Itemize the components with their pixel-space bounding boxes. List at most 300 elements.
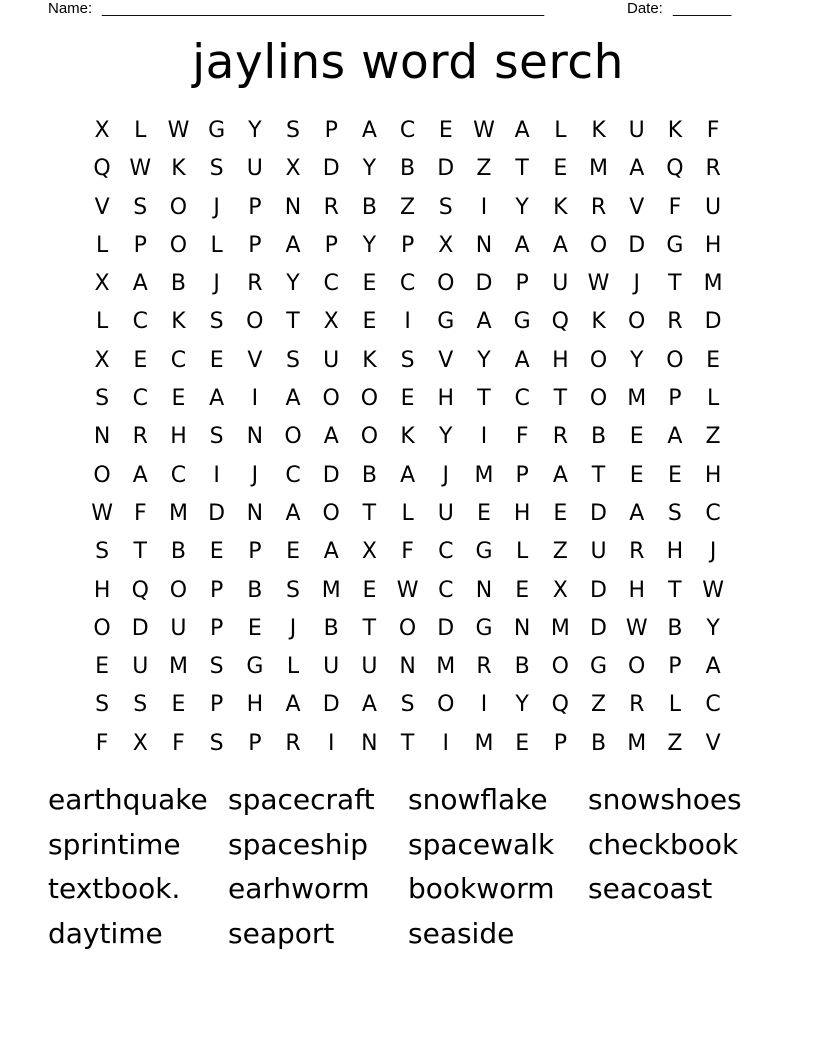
grid-letter: D <box>131 615 149 641</box>
header-fields <box>48 0 748 20</box>
grid-letter: E <box>133 347 148 373</box>
grid-letter: O <box>169 232 188 258</box>
grid-letter: E <box>95 654 110 680</box>
grid-letter: L <box>134 118 147 143</box>
grid-letter: N <box>246 500 264 526</box>
grid-letter: U <box>323 347 340 373</box>
grid-letter: R <box>705 156 721 182</box>
date-label: Date: <box>627 0 663 17</box>
name-blank-line: _____________________________________________________ <box>102 0 545 17</box>
grid-letter: L <box>554 118 567 143</box>
word-list-item: snowshoes <box>588 783 742 816</box>
grid-letter: L <box>668 692 682 718</box>
grid-letter: L <box>401 500 414 526</box>
grid-letter: O <box>284 424 302 450</box>
word-list-item: seacoast <box>588 872 713 905</box>
grid-letter: O <box>360 424 379 450</box>
grid-letter: A <box>514 232 530 258</box>
grid-letter: B <box>170 539 187 565</box>
word-list-item: spacecraft <box>228 783 375 816</box>
grid-letter: Y <box>629 347 644 373</box>
grid-letter: E <box>362 309 377 335</box>
grid-letter: E <box>171 386 186 412</box>
grid-letter: S <box>209 156 224 182</box>
grid-letter: S <box>95 539 110 565</box>
grid-letter: N <box>361 730 378 756</box>
grid-letter: S <box>400 692 415 718</box>
grid-letter: U <box>705 194 722 220</box>
grid-row <box>83 227 733 265</box>
grid-letter: F <box>515 424 529 450</box>
grid-letter: G <box>246 654 264 680</box>
grid-letter: A <box>285 692 301 718</box>
grid-letter: O <box>437 271 455 297</box>
grid-letter: N <box>93 424 111 450</box>
grid-letter: R <box>590 194 607 220</box>
grid-letter: A <box>209 386 225 412</box>
page-title: jaylins word serch <box>192 35 624 90</box>
grid-letter: U <box>628 118 645 143</box>
grid-letter: W <box>167 118 190 143</box>
grid-letter: C <box>132 386 148 412</box>
grid-letter: R <box>667 309 683 335</box>
word-list-item: earhworm <box>228 872 370 905</box>
grid-letter: N <box>399 654 416 680</box>
grid-letter: B <box>361 194 377 220</box>
grid-letter: A <box>476 309 492 335</box>
grid-letter: C <box>438 539 454 565</box>
grid-letter: I <box>480 424 488 450</box>
grid-letter: A <box>400 462 416 488</box>
grid-letter: Z <box>667 730 683 756</box>
grid-letter: T <box>591 462 606 488</box>
grid-letter: E <box>553 156 568 182</box>
grid-letter: U <box>323 654 340 680</box>
grid-letter: M <box>436 654 456 680</box>
word-list-item: daytime <box>48 916 163 950</box>
grid-letter: S <box>209 730 224 756</box>
grid-letter: E <box>362 271 377 297</box>
grid-letter: S <box>286 118 301 143</box>
grid-letter: C <box>514 386 530 412</box>
grid-letter: E <box>209 539 224 565</box>
grid-letter: J <box>213 194 220 220</box>
grid-letter: E <box>515 577 530 603</box>
grid-letter: H <box>437 386 455 412</box>
grid-letter: B <box>323 615 339 641</box>
grid-letter: I <box>480 692 488 718</box>
grid-letter: B <box>170 271 187 297</box>
grid-letter: H <box>666 539 684 565</box>
grid-letter: S <box>95 692 110 718</box>
grid-letter: C <box>438 577 454 603</box>
grid-letter: Y <box>706 615 720 641</box>
grid-letter: J <box>251 462 259 488</box>
grid-letter: D <box>590 615 607 641</box>
grid-letter: K <box>400 424 415 450</box>
grid-letter: N <box>475 577 493 603</box>
grid-letter: C <box>399 118 416 143</box>
grid-letter: S <box>438 194 453 220</box>
grid-letter: S <box>400 347 415 373</box>
grid-letter: L <box>286 654 300 680</box>
grid-letter: A <box>629 156 645 182</box>
grid-letter: S <box>209 309 224 335</box>
grid-letter: G <box>590 654 608 680</box>
grid-row <box>83 342 733 380</box>
grid-letter: P <box>553 730 567 756</box>
grid-letter: Z <box>552 539 568 565</box>
grid-letter: O <box>398 615 417 641</box>
grid-letter: M <box>627 386 647 412</box>
word-list-item: seaport <box>228 916 335 950</box>
grid-letter: W <box>625 615 648 641</box>
grid-letter: R <box>629 692 645 718</box>
grid-letter: M <box>168 654 188 680</box>
grid-letter: K <box>553 194 568 220</box>
grid-letter: I <box>213 462 220 488</box>
grid-letter: T <box>362 500 377 526</box>
grid-row <box>83 380 733 418</box>
grid-letter: W <box>91 500 113 526</box>
grid-letter: K <box>667 118 683 143</box>
grid-letter: E <box>553 500 568 526</box>
grid-letter: B <box>667 615 683 641</box>
grid-letter: K <box>171 309 186 335</box>
grid-letter: P <box>210 692 224 718</box>
grid-letter: O <box>93 462 111 488</box>
grid-letter: T <box>668 271 682 297</box>
grid-letter: P <box>400 232 415 258</box>
grid-letter: K <box>171 156 186 182</box>
grid-letter: X <box>323 309 339 335</box>
grid-letter: F <box>401 539 414 565</box>
date-blank-line: _______ <box>673 0 732 17</box>
grid-letter: U <box>132 654 149 680</box>
grid-letter: U <box>246 156 263 182</box>
grid-letter: D <box>208 500 226 526</box>
grid-letter: K <box>362 347 377 373</box>
grid-letter: P <box>133 232 147 258</box>
grid-letter: M <box>474 730 494 756</box>
grid-letter: B <box>247 577 263 603</box>
grid-letter: Y <box>439 424 453 450</box>
grid-letter: A <box>132 462 148 488</box>
grid-letter: W <box>702 577 724 603</box>
grid-letter: M <box>321 577 341 603</box>
grid-letter: O <box>551 654 569 680</box>
grid-letter: R <box>629 539 645 565</box>
grid-letter: E <box>477 500 491 526</box>
grid-letter: A <box>132 271 148 297</box>
grid-letter: E <box>286 539 300 565</box>
grid-letter: K <box>591 118 606 143</box>
grid-letter: H <box>628 577 645 603</box>
grid-letter: R <box>247 271 263 297</box>
grid-letter: J <box>289 615 297 641</box>
grid-letter: X <box>438 232 454 258</box>
grid-letter: A <box>361 692 377 718</box>
word-list-item: spaceship <box>228 827 369 861</box>
grid-letter: Y <box>515 692 529 718</box>
grid-letter: C <box>170 462 187 488</box>
grid-letter: H <box>513 500 531 526</box>
grid-letter: Z <box>476 156 492 182</box>
grid-letter: W <box>129 156 152 182</box>
grid-letter: C <box>399 271 416 297</box>
grid-letter: J <box>633 271 640 297</box>
grid-letter: O <box>589 386 608 412</box>
grid-letter: D <box>475 271 493 297</box>
grid-letter: X <box>285 156 301 182</box>
grid-letter: Y <box>286 271 300 297</box>
grid-letter: M <box>474 462 494 488</box>
grid-letter: U <box>437 500 454 526</box>
grid-letter: O <box>169 194 188 220</box>
grid-letter: G <box>437 309 455 335</box>
word-list-item: checkbook <box>588 827 739 861</box>
grid-letter: R <box>285 730 301 756</box>
grid-letter: D <box>437 156 455 182</box>
grid-letter: P <box>324 118 338 143</box>
grid-letter: Y <box>477 347 491 373</box>
grid-letter: X <box>361 539 377 565</box>
grid-letter: X <box>552 577 568 603</box>
grid-row <box>83 533 733 571</box>
word-list-item: sprintime <box>48 827 181 861</box>
grid-row <box>83 303 733 341</box>
grid-letter: H <box>704 232 722 258</box>
grid-row <box>83 457 733 495</box>
grid-letter: I <box>327 730 335 756</box>
grid-letter: B <box>590 424 607 450</box>
grid-letter: V <box>705 730 721 756</box>
grid-letter: D <box>437 615 455 641</box>
grid-letter: S <box>286 347 301 373</box>
grid-letter: P <box>248 232 262 258</box>
grid-letter: V <box>438 347 454 373</box>
grid-letter: E <box>400 386 415 412</box>
grid-letter: D <box>590 577 607 603</box>
grid-letter: C <box>170 347 187 373</box>
grid-letter: H <box>704 462 722 488</box>
grid-letter: E <box>209 347 224 373</box>
grid-letter: H <box>246 692 264 718</box>
grid-letter: R <box>323 194 339 220</box>
grid-letter: Y <box>515 194 529 220</box>
grid-letter: E <box>362 577 377 603</box>
grid-letter: Q <box>131 577 149 603</box>
grid-letter: F <box>668 194 682 220</box>
grid-letter: E <box>247 615 262 641</box>
grid-letter: U <box>170 615 187 641</box>
grid-letter: Y <box>362 156 377 182</box>
grid-letter: E <box>629 424 644 450</box>
word-list-item: snowflake <box>408 783 548 816</box>
grid-letter: T <box>477 386 491 412</box>
grid-letter: J <box>442 462 450 488</box>
letter-grid <box>83 112 733 763</box>
grid-letter: T <box>286 309 300 335</box>
grid-letter: W <box>587 271 610 297</box>
grid-letter: O <box>360 386 379 412</box>
grid-letter: D <box>628 232 646 258</box>
grid-letter: X <box>132 730 148 756</box>
grid-letter: S <box>95 386 110 412</box>
grid-letter: O <box>169 577 188 603</box>
grid-letter: U <box>590 539 607 565</box>
grid-letter: E <box>706 347 721 373</box>
grid-letter: O <box>589 347 608 373</box>
grid-letter: U <box>552 271 569 297</box>
grid-letter: I <box>251 386 259 412</box>
grid-letter: Q <box>93 156 111 182</box>
grid-letter: T <box>362 615 377 641</box>
grid-letter: E <box>515 730 530 756</box>
grid-letter: G <box>208 118 226 143</box>
grid-letter: L <box>95 309 109 335</box>
grid-letter: F <box>133 500 147 526</box>
grid-letter: L <box>516 539 529 565</box>
grid-letter: Z <box>590 692 607 718</box>
grid-letter: E <box>629 462 644 488</box>
grid-letter: E <box>438 118 453 143</box>
grid-letter: M <box>550 615 570 641</box>
grid-letter: R <box>552 424 568 450</box>
grid-letter: L <box>706 386 720 412</box>
grid-row <box>83 265 733 303</box>
grid-row <box>83 686 733 724</box>
grid-letter: A <box>323 424 339 450</box>
grid-letter: D <box>322 692 340 718</box>
grid-letter: E <box>171 692 186 718</box>
grid-letter: B <box>590 730 607 756</box>
grid-letter: V <box>247 347 263 373</box>
grid-letter: F <box>95 730 109 756</box>
word-list-item: seaside <box>408 916 515 950</box>
grid-letter: V <box>94 194 110 220</box>
grid-letter: O <box>246 309 264 335</box>
grid-row <box>83 189 733 227</box>
grid-row <box>83 495 733 533</box>
grid-letter: Z <box>400 194 416 220</box>
grid-letter: O <box>666 347 684 373</box>
grid-row <box>83 648 733 686</box>
grid-letter: O <box>589 232 608 258</box>
grid-row <box>83 572 733 610</box>
grid-letter: L <box>95 232 109 258</box>
grid-row <box>83 112 733 150</box>
grid-letter: U <box>361 654 378 680</box>
grid-letter: T <box>400 730 415 756</box>
grid-letter: S <box>133 194 148 220</box>
grid-letter: O <box>628 309 646 335</box>
grid-letter: A <box>552 232 568 258</box>
grid-letter: H <box>93 577 111 603</box>
grid-letter: W <box>473 118 495 143</box>
grid-letter: A <box>667 424 683 450</box>
grid-letter: A <box>514 347 530 373</box>
grid-letter: O <box>93 615 111 641</box>
grid-letter: P <box>210 577 224 603</box>
grid-letter: P <box>515 271 529 297</box>
grid-letter: J <box>213 271 220 297</box>
grid-letter: A <box>705 654 721 680</box>
grid-letter: N <box>284 194 302 220</box>
word-list-item: earthquake <box>48 783 208 816</box>
grid-letter: M <box>627 730 647 756</box>
grid-letter: C <box>323 271 339 297</box>
grid-letter: C <box>132 309 148 335</box>
grid-letter: I <box>480 194 488 220</box>
grid-letter: G <box>475 539 493 565</box>
grid-letter: J <box>709 539 717 565</box>
word-list-item: spacewalk <box>408 827 555 861</box>
grid-letter: D <box>704 309 722 335</box>
grid-letter: O <box>437 692 455 718</box>
grid-letter: A <box>629 500 645 526</box>
grid-letter: P <box>248 730 262 756</box>
grid-letter: S <box>286 577 301 603</box>
grid-letter: M <box>703 271 723 297</box>
grid-letter: S <box>209 654 224 680</box>
grid-letter: O <box>628 654 646 680</box>
grid-letter: D <box>322 156 340 182</box>
grid-letter: A <box>361 118 377 143</box>
grid-letter: K <box>591 309 606 335</box>
grid-letter: H <box>552 347 569 373</box>
grid-letter: P <box>248 539 262 565</box>
grid-letter: V <box>629 194 645 220</box>
grid-letter: G <box>475 615 493 641</box>
grid-letter: X <box>94 118 110 143</box>
grid-letter: P <box>248 194 262 220</box>
grid-letter: X <box>94 347 110 373</box>
grid-letter: B <box>361 462 377 488</box>
grid-letter: C <box>705 692 721 718</box>
grid-letter: P <box>668 386 682 412</box>
grid-row <box>83 150 733 188</box>
grid-letter: O <box>322 386 340 412</box>
grid-letter: A <box>514 118 530 143</box>
grid-letter: G <box>513 309 531 335</box>
grid-letter: N <box>246 424 264 450</box>
grid-letter: Q <box>551 692 569 718</box>
grid-row <box>83 725 733 763</box>
grid-letter: P <box>515 462 529 488</box>
grid-letter: P <box>324 232 338 258</box>
grid-letter: T <box>133 539 147 565</box>
word-list-item: bookworm <box>408 872 555 905</box>
grid-letter: B <box>400 156 416 182</box>
grid-letter: G <box>666 232 684 258</box>
grid-letter: N <box>475 232 493 258</box>
grid-letter: C <box>705 500 721 526</box>
word-list <box>48 778 788 956</box>
grid-letter: B <box>514 654 530 680</box>
grid-letter: N <box>513 615 531 641</box>
name-label: Name: <box>48 0 93 17</box>
grid-letter: F <box>172 730 185 756</box>
grid-letter: E <box>667 462 682 488</box>
grid-letter: Q <box>551 309 569 335</box>
grid-letter: W <box>396 577 419 603</box>
grid-letter: L <box>210 232 223 258</box>
grid-letter: A <box>552 462 568 488</box>
grid-letter: C <box>285 462 301 488</box>
grid-letter: Q <box>666 156 684 182</box>
grid-letter: Y <box>248 118 262 143</box>
